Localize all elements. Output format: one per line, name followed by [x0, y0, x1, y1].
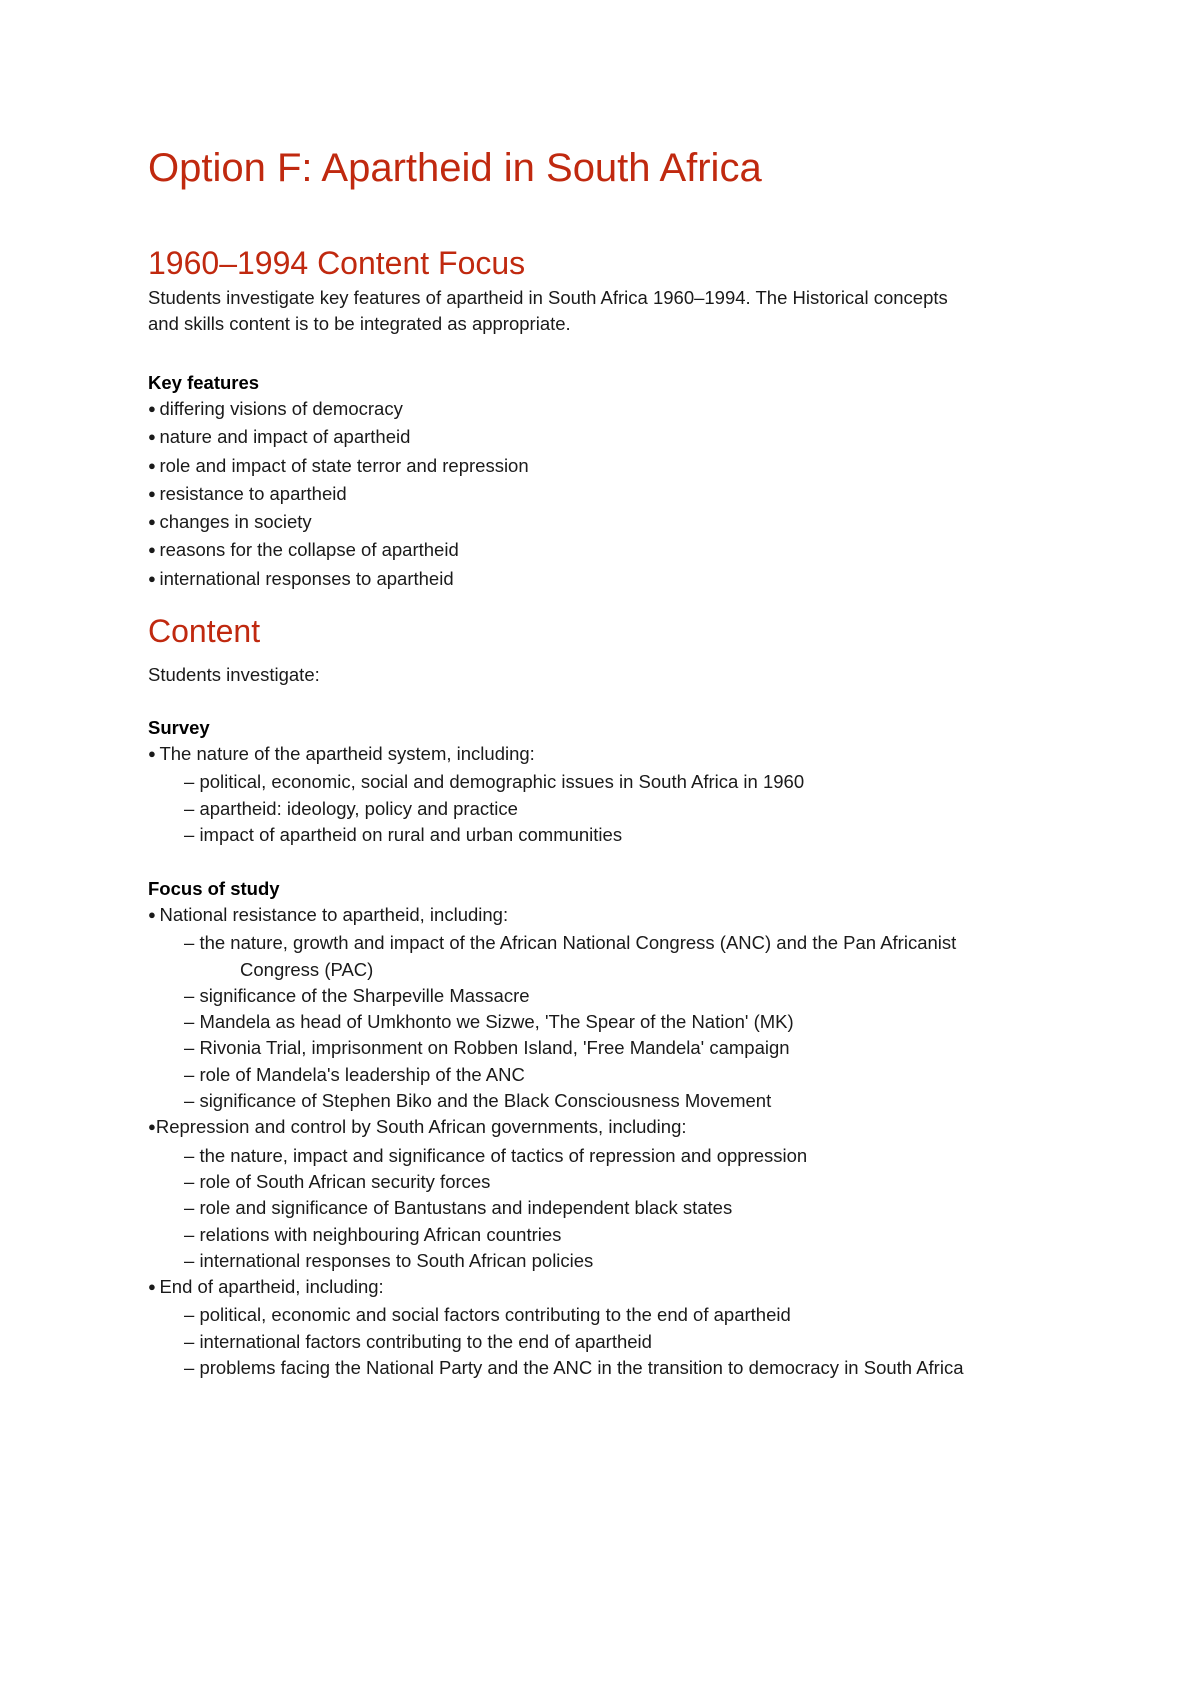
sub-list-item: – role of Mandela's leadership of the ANC: [148, 1062, 1068, 1088]
intro-line: and skills content is to be integrated as appropriate.: [148, 313, 571, 334]
sub-list-item: – international factors contributing to the end of apartheid: [148, 1329, 1068, 1355]
sub-list-item: – Mandela as head of Umkhonto we Sizwe, 'The Spear of the Nation' (MK): [148, 1009, 1068, 1035]
list-item: ● Repression and control by South African governments, including:: [148, 1114, 1068, 1142]
key-features-label: Key features: [148, 372, 260, 393]
focus-of-study-label: Focus of study: [148, 878, 280, 899]
list-item: ● National resistance to apartheid, including:: [148, 902, 1068, 930]
focus-list: [148, 902, 1068, 1381]
list-item: ● reasons for the collapse of apartheid: [148, 537, 1068, 565]
key-features-block: [148, 370, 1068, 594]
content-intro: Students investigate:: [148, 664, 320, 685]
survey-list: [148, 741, 1068, 848]
list-item: ● The nature of the apartheid system, including:: [148, 741, 1068, 769]
survey-block: [148, 715, 1068, 848]
list-item: ● End of apartheid, including:: [148, 1274, 1068, 1302]
sub-list-item: – relations with neighbouring African countries: [148, 1222, 1068, 1248]
sub-list-item: – problems facing the National Party and the ANC in the transition to democracy in South Africa: [148, 1355, 1068, 1381]
key-features-list: [148, 396, 1068, 594]
sub-list-item: – political, economic and social factors contributing to the end of apartheid: [148, 1302, 1068, 1328]
list-item: ● international responses to apartheid: [148, 566, 1068, 594]
sub-item-continuation: Congress (PAC): [240, 958, 374, 980]
sub-list-item: – political, economic, social and demographic issues in South Africa in 1960: [148, 769, 1068, 795]
sub-list-item: – significance of Stephen Biko and the Black Consciousness Movement: [148, 1088, 1068, 1114]
sub-list-item: – the nature, impact and significance of tactics of repression and oppression: [148, 1143, 1068, 1169]
content-section: [148, 612, 1068, 688]
list-item: ● role and impact of state terror and repression: [148, 453, 1068, 481]
sub-item-line: – the nature, growth and impact of the African National Congress (ANC) and the Pan Africanist: [184, 932, 957, 954]
content-focus-intro: [148, 285, 1068, 337]
survey-label: Survey: [148, 717, 210, 738]
content-focus-heading: 1960–1994 Content Focus: [148, 245, 526, 281]
sub-list-item: – role and significance of Bantustans and independent black states: [148, 1195, 1068, 1221]
list-item: ● nature and impact of apartheid: [148, 424, 1068, 452]
focus-of-study-block: [148, 876, 1068, 1381]
content-focus-section: [148, 244, 1068, 337]
intro-line: Students investigate key features of apartheid in South Africa 1960–1994. The Historical concepts: [148, 287, 948, 308]
sub-list-item: – significance of the Sharpeville Massacre: [148, 983, 1068, 1009]
list-item: ● changes in society: [148, 509, 1068, 537]
list-item: ● differing visions of democracy: [148, 396, 1068, 424]
sub-list-item: – role of South African security forces: [148, 1169, 1068, 1195]
sub-list-item: [148, 930, 1068, 983]
sub-list-item: – Rivonia Trial, imprisonment on Robben Island, 'Free Mandela' campaign: [148, 1035, 1068, 1061]
sub-list-item: – impact of apartheid on rural and urban communities: [148, 822, 1068, 848]
content-heading: Content: [148, 613, 261, 649]
sub-list-item: – international responses to South African policies: [148, 1248, 1068, 1274]
sub-item-text: the nature, growth and impact of the African National Congress (ANC) and the Pan Africanist: [199, 932, 957, 954]
list-item: ● resistance to apartheid: [148, 481, 1068, 509]
sub-list-item: – apartheid: ideology, policy and practice: [148, 796, 1068, 822]
page-title: Option F: Apartheid in South Africa: [148, 146, 762, 190]
